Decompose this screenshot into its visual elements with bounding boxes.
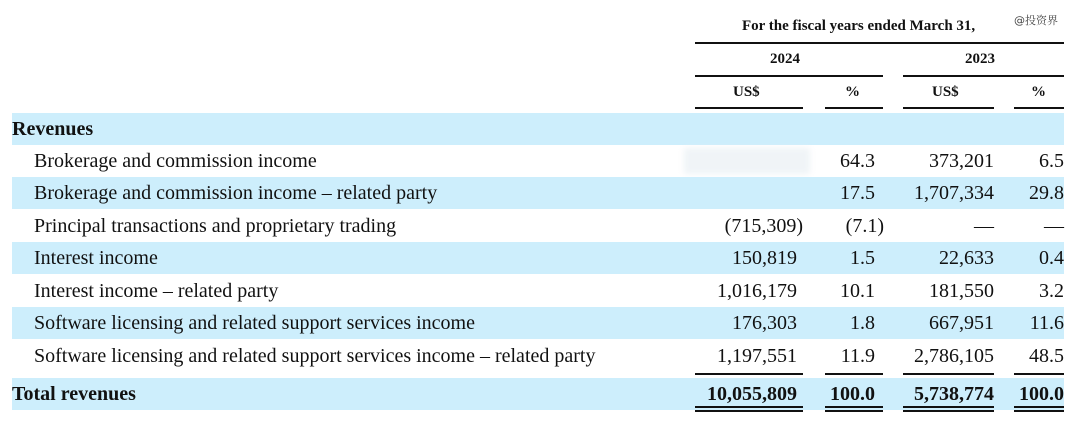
usd-2024-cell xyxy=(695,177,797,209)
row-label: Software licensing and related support services income xyxy=(34,312,475,334)
total-label: Total revenues xyxy=(12,383,136,405)
table-row xyxy=(12,340,1064,372)
table-row xyxy=(12,307,1064,339)
header-rule-pct-2023 xyxy=(1014,107,1064,109)
pct-2024-cell: 1.5 xyxy=(850,247,875,269)
double-rule-usd-2024-bottom xyxy=(695,410,803,412)
section-revenues-row xyxy=(12,113,1064,145)
header-rule-2024 xyxy=(695,75,883,77)
year-2024-header: 2024 xyxy=(770,51,800,67)
row-label: Principal transactions and proprietary trading xyxy=(34,215,397,237)
usd-2023-cell: 181,550 xyxy=(929,280,994,302)
pct-2024-cell: 10.1 xyxy=(840,280,875,302)
table-row xyxy=(12,210,1064,242)
pct-2023-cell: 0.4 xyxy=(1039,247,1064,269)
pct-2024-cell: 11.9 xyxy=(840,345,875,367)
pct-2024-cell: 17.5 xyxy=(840,182,875,204)
double-rule-pct-2023-bottom xyxy=(1014,410,1064,412)
usd-2023-cell: 2,786,105 xyxy=(914,345,994,367)
usd-2023-cell: 1,707,334 xyxy=(914,182,994,204)
period-header: For the fiscal years ended March 31, xyxy=(742,18,976,34)
pct-2023-cell: — xyxy=(1044,215,1064,237)
double-rule-usd-2023-bottom xyxy=(903,410,994,412)
header-rule-2023 xyxy=(903,75,1064,77)
pct-2023-cell: 6.5 xyxy=(1039,150,1064,172)
subtotal-rule-pct-2023 xyxy=(1014,373,1064,375)
row-label: Brokerage and commission income – related party xyxy=(34,182,438,204)
col-usd-2023-header: US$ xyxy=(932,84,959,100)
row-label: Software licensing and related support services income – related party xyxy=(34,345,596,367)
pct-2023-cell: 48.5 xyxy=(1029,345,1064,367)
total-usd-2024-cell: 10,055,809 xyxy=(707,383,797,405)
table-row xyxy=(12,275,1064,307)
double-rule-pct-2024-bottom xyxy=(825,410,883,412)
pct-2024-cell: 1.8 xyxy=(850,312,875,334)
section-title: Revenues xyxy=(12,118,94,140)
row-label: Brokerage and commission income xyxy=(34,150,317,172)
double-rule-pct-2023-top xyxy=(1014,406,1064,408)
usd-2024-cell xyxy=(695,145,797,177)
watermark-text: @投资界 xyxy=(1014,14,1058,27)
year-2023-header: 2023 xyxy=(965,51,995,67)
double-rule-usd-2024-top xyxy=(695,406,803,408)
total-pct-2023-cell: 100.0 xyxy=(1019,383,1064,405)
usd-2024-cell: 1,016,179 xyxy=(717,280,797,302)
subtotal-rule-pct-2024 xyxy=(825,373,883,375)
col-usd-2024-header: US$ xyxy=(733,84,760,100)
usd-2024-cell: (715,309) xyxy=(724,215,803,237)
total-usd-2023-cell: 5,738,774 xyxy=(914,383,994,405)
header-rule-period xyxy=(695,42,1064,44)
row-label: Interest income xyxy=(34,247,158,269)
pct-2024-cell: 64.3 xyxy=(840,150,875,172)
col-pct-2024-header: % xyxy=(845,84,860,100)
subtotal-rule-usd-2023 xyxy=(903,373,994,375)
header-rule-usd-2024 xyxy=(695,107,803,109)
table-row xyxy=(12,242,1064,274)
pct-2024-cell: (7.1) xyxy=(845,215,884,237)
usd-2024-cell: 150,819 xyxy=(732,247,797,269)
table-row xyxy=(12,177,1064,209)
usd-2024-cell: 1,197,551 xyxy=(717,345,797,367)
pct-2023-cell: 11.6 xyxy=(1029,312,1064,334)
double-rule-usd-2023-top xyxy=(903,406,994,408)
table-row xyxy=(12,145,1064,177)
pct-2023-cell: 3.2 xyxy=(1039,280,1064,302)
total-pct-2024-cell: 100.0 xyxy=(830,383,875,405)
usd-2023-cell: — xyxy=(974,215,994,237)
header-rule-usd-2023 xyxy=(903,107,994,109)
double-rule-pct-2024-top xyxy=(825,406,883,408)
usd-2023-cell: 667,951 xyxy=(929,312,994,334)
pct-2023-cell: 29.8 xyxy=(1029,182,1064,204)
col-pct-2023-header: % xyxy=(1031,84,1046,100)
usd-2023-cell: 373,201 xyxy=(929,150,994,172)
subtotal-rule-usd-2024 xyxy=(695,373,803,375)
header-rule-pct-2024 xyxy=(825,107,883,109)
usd-2023-cell: 22,633 xyxy=(939,247,994,269)
row-label: Interest income – related party xyxy=(34,280,279,302)
usd-2024-cell: 176,303 xyxy=(732,312,797,334)
